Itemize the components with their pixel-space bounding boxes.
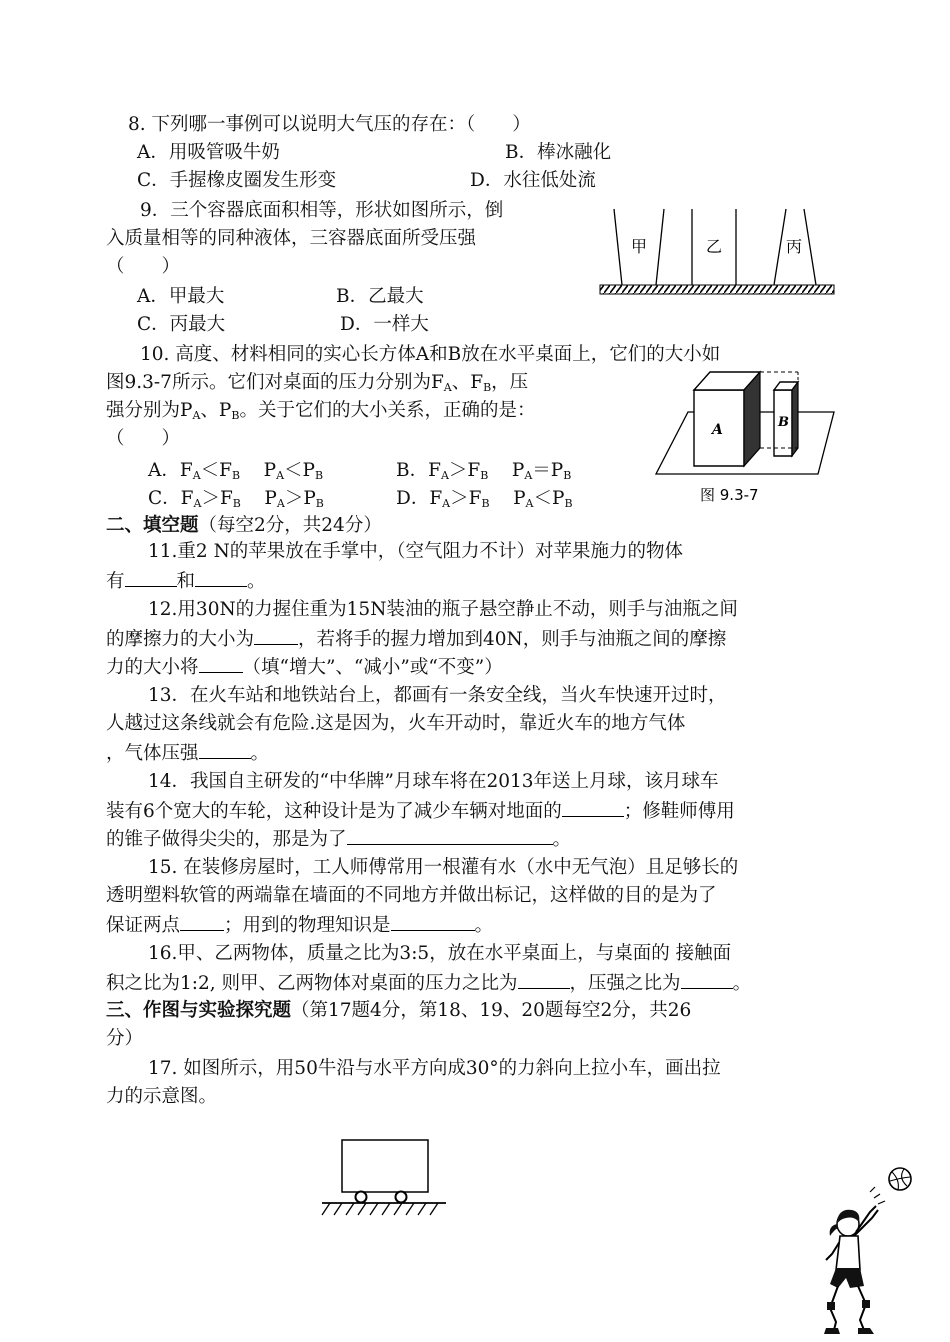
q11-line1: 11.重2 N的苹果放在手掌中，（空气阻力不计）对苹果施力的物体 — [148, 541, 684, 562]
q11-line2: 有 和 。 — [106, 571, 266, 592]
q14-line3: 的锥子做得尖尖的，那是为了 。 — [106, 829, 572, 850]
ground-hatch — [600, 285, 834, 294]
q9-option-b: B．乙最大 — [336, 286, 424, 307]
q10-option-d: D．$F_A>F_B$ $P_A<P_B$ — [396, 488, 573, 510]
q15-line1: 15. 在装修房屋时，工人师傅常用一根灌有水（水中无气泡）且足够长的 — [148, 857, 739, 878]
container-jia-right-wall — [656, 209, 664, 285]
q15-blank-1[interactable] — [180, 913, 224, 931]
q10-option-a: A．$F_A<F_B$ $P_A<P_B$ — [148, 460, 324, 482]
q8-option-a: A．用吸管吸牛奶 — [137, 142, 280, 163]
q13-blank[interactable] — [199, 741, 251, 759]
container-bing-right-wall — [804, 209, 816, 285]
q10-option-c: C．$F_A>F_B$ $P_A>P_B$ — [148, 488, 324, 510]
q10-line2: 图9.3-7所示。它们对桌面的压力分别为$F_A$、$F_B$，压 — [106, 372, 529, 394]
q16-line2: 积之比为1:2, 则甲、乙两物体对桌面的压力之比为 ，压强之比为 。 — [106, 973, 752, 994]
q13-line2: 人越过这条线就会有危险.这是因为，火车开动时，靠近火车的地方气体 — [106, 713, 686, 734]
section-3-heading: 三、作图与实验探究题（第17题4分，第18、19、20题每空2分，共26 — [106, 1000, 692, 1021]
q12-line1: 12.用30N的力握住重为15N装油的瓶子悬空静止不动，则手与油瓶之间 — [148, 599, 738, 620]
q11-blank-1[interactable] — [125, 569, 177, 587]
q16-blank-2[interactable] — [681, 971, 733, 989]
q15-blank-2[interactable] — [391, 913, 475, 931]
q9-line1: 9．三个容器底面积相等，形状如图所示，倒 — [140, 200, 504, 221]
figure-caption: 图 9.3-7 — [700, 486, 759, 504]
q10-line4: （ ） — [106, 428, 181, 449]
q13-line3: ，气体压强 。 — [106, 743, 270, 764]
section-2-heading: 二、填空题（每空2分，共24分） — [106, 515, 382, 536]
q13-line1: 13．在火车站和地铁站台上，都画有一条安全线，当火车快速开过时， — [148, 685, 727, 706]
label-jia: 甲 — [631, 237, 648, 256]
q10-blocks-figure — [648, 362, 848, 508]
q8-option-c: C．手握橡皮圈发生形变 — [137, 170, 337, 191]
q14-line1: 14．我国自主研发的“中华牌”月球车将在2013年送上月球，该月球车 — [148, 771, 719, 792]
block-a-label: A — [712, 422, 723, 438]
q10-option-b: B．$F_A>F_B$ $P_A=P_B$ — [396, 460, 572, 482]
q9-line2: 入质量相等的同种液体，三容器底面所受压强 — [106, 228, 477, 249]
container-bing-left-wall — [774, 209, 786, 285]
block-b-label: B — [778, 415, 789, 430]
q17-line2: 力的示意图。 — [106, 1086, 218, 1107]
q8-option-b: B．棒冰融化 — [505, 142, 612, 163]
q14-line2: 装有6个宽大的车轮，这种设计是为了减少车辆对地面的 ；修鞋师傅用 — [106, 801, 735, 822]
q14-blank-2[interactable] — [347, 827, 553, 845]
q9-line3: （ ） — [106, 256, 181, 277]
volleyball-player-illustration — [808, 1162, 916, 1338]
section-3-heading-cont: 分） — [106, 1028, 144, 1049]
q12-blank-2[interactable] — [199, 655, 243, 673]
q10-line1: 10. 高度、材料相同的实心长方体A和B放在水平桌面上，它们的大小如 — [140, 344, 721, 365]
label-yi: 乙 — [706, 237, 723, 256]
block-b-side — [792, 382, 798, 456]
q15-line2: 透明塑料软管的两端靠在墙面的不同地方并做出标记，这样做的目的是为了 — [106, 885, 717, 906]
q9-containers-figure — [598, 205, 838, 297]
container-jia-left-wall — [614, 209, 622, 285]
q11-blank-2[interactable] — [195, 569, 247, 587]
q12-line2: 的摩擦力的大小为 ，若将手的握力增加到40N，则手与油瓶之间的摩擦 — [106, 629, 727, 650]
q8-stem: 8. 下列哪一事例可以说明大气压的存在：（ ） — [128, 114, 531, 135]
q9-option-d: D．一样大 — [340, 314, 429, 335]
q16-line1: 16.甲、乙两物体，质量之比为3:5，放在水平桌面上，与桌面的 接触面 — [148, 943, 732, 964]
cart-body — [342, 1140, 428, 1192]
cart-wheel-right — [396, 1192, 407, 1203]
q8-option-d: D．水往低处流 — [470, 170, 596, 191]
q16-blank-1[interactable] — [518, 971, 570, 989]
label-bing: 丙 — [786, 237, 803, 256]
q9-option-c: C．丙最大 — [137, 314, 226, 335]
q17-cart-figure — [318, 1136, 450, 1224]
q12-line3: 力的大小将 （填“增大”、“减小”或“不变”） — [106, 657, 503, 678]
q15-line3: 保证两点 ；用到的物理知识是 。 — [106, 915, 494, 936]
cart-wheel-left — [356, 1192, 367, 1203]
q10-line3: 强分别为$P_A$、$P_B$。关于它们的大小关系，正确的是： — [106, 400, 536, 422]
q14-blank-1[interactable] — [562, 799, 624, 817]
q9-option-a: A．甲最大 — [137, 286, 225, 307]
q12-blank-1[interactable] — [254, 627, 298, 645]
q17-line1: 17. 如图所示，用50牛沿与水平方向成30°的力斜向上拉小车，画出拉 — [148, 1058, 721, 1079]
